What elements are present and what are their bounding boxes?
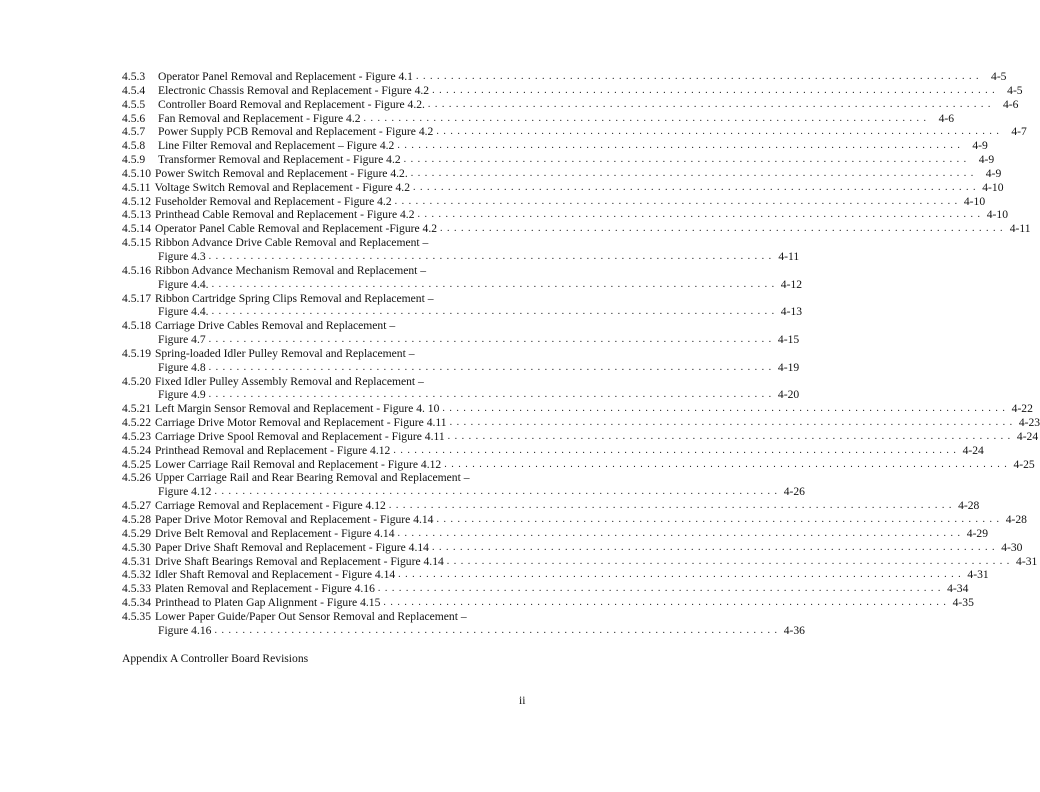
toc-section-number: 4.5.15: [122, 236, 151, 250]
toc-section-number: 4.5.9: [122, 153, 146, 167]
toc-entry[interactable]: [122, 347, 516, 361]
toc-entry-title: Lower Paper Guide/Paper Out Sensor Removal and Replacement –: [154, 609, 467, 623]
toc-dot-leader: . . . . . . . . . . . . . . . . . . . . . . . . . . . . . . . . . . . . . . . . . . . . . . . . . . . . . . . . . . . . . . . . . . . . . . . . . . . . . . . . .: [397, 527, 962, 539]
toc-entry[interactable]: [122, 429, 1039, 444]
toc-page-number: 4-28: [958, 499, 980, 513]
toc-entry-continuation[interactable]: [122, 360, 800, 375]
toc-section-number: 4.5.30: [122, 540, 151, 554]
toc-section-number: 4.5.19: [122, 346, 151, 360]
toc-entry-title: Left Margin Sensor Removal and Replacement - Figure 4. 10: [154, 402, 440, 416]
toc-entry[interactable]: [122, 194, 986, 209]
toc-page-number: 4-31: [1016, 554, 1038, 568]
toc-entry-title-continued: Figure 4.4.: [158, 277, 209, 291]
toc-section-number: 4.5.3: [122, 70, 146, 83]
toc-dot-leader: . . . . . . . . . . . . . . . . . . . . . . . . . . . . . . . . . . . . . . . . . . . . . . . . . . . . . . . . . . . . . . . . . . . . . . . . . . . . . . . . .: [446, 555, 1011, 567]
toc-page-number: 4-9: [985, 166, 1002, 180]
toc-page-number: 4-20: [777, 388, 800, 402]
toc-section-number: 4.5.11: [122, 180, 151, 194]
toc-entry-continuation[interactable]: [122, 305, 803, 319]
toc-entry-title: Fuseholder Removal and Replacement - Figure 4.2: [154, 194, 392, 208]
toc-entry[interactable]: [122, 83, 1023, 98]
toc-page-number: 4-12: [780, 277, 803, 291]
toc-entry-continuation[interactable]: [122, 623, 805, 638]
toc-section-number: 4.5.10: [122, 166, 151, 180]
toc-dot-leader: . . . . . . . . . . . . . . . . . . . . . . . . . . . . . . . . . . . . . . . . . . . . . . . . . . . . . . . . . . . . . . . . . . . . . . . . . . . . . . . . .: [410, 167, 975, 179]
toc-page-number: 4-11: [1009, 222, 1031, 236]
toc-page-number: 4-35: [952, 596, 974, 610]
toc-dot-leader: . . . . . . . . . . . . . . . . . . . . . . . . . . . . . . . . . . . . . . . . . . . . . . . . . . . . . . . . . . . . . . . . . . . . . . . . . . . . . . . . .: [398, 569, 962, 581]
table-of-contents: [122, 70, 1040, 638]
toc-section-number: 4.5.29: [122, 526, 151, 540]
toc-page-number: 4-24: [1016, 429, 1039, 443]
toc-entry[interactable]: [122, 139, 988, 153]
toc-page-number: 4-15: [777, 333, 800, 347]
toc-section-number: 4.5.5: [122, 97, 146, 111]
toc-page-number: 4-9: [978, 153, 995, 167]
appendix-heading: Appendix A Controller Board Revisions: [122, 652, 309, 665]
toc-dot-leader: . . . . . . . . . . . . . . . . . . . . . . . . . . . . . . . . . . . . . . . . . . . . . . . . . . . . . . . . . . . . . . . . . . . . . . . . . . . . . . . . .: [444, 458, 1008, 470]
toc-entry[interactable]: [122, 554, 1038, 569]
toc-entry[interactable]: [122, 513, 1027, 527]
toc-page-number: 4-10: [986, 208, 1008, 222]
toc-dot-leader: . . . . . . . . . . . . . . . . . . . . . . . . . . . . . . . . . . . . . . . . . . . . . . . . . . . . . . . . . . . . . . . . . . . . . . . . . . . . . . . . .: [436, 514, 1000, 525]
toc-entry[interactable]: [122, 568, 989, 582]
toc-entry-title-continued: Figure 4.9: [158, 388, 206, 402]
toc-entry[interactable]: [122, 166, 1002, 181]
toc-section-number: 4.5.32: [122, 568, 151, 582]
toc-entry-title: Ribbon Advance Mechanism Removal and Replacement –: [154, 263, 427, 277]
toc-entry-title: Fixed Idler Pulley Assembly Removal and Replacement –: [154, 374, 424, 388]
toc-dot-leader: . . . . . . . . . . . . . . . . . . . . . . . . . . . . . . . . . . . . . . . . . . . . . . . . . . . . . . . . . . . . . . . . . . . . . . . . . . . . . . . . .: [440, 223, 1004, 235]
toc-page-number: 4-26: [783, 485, 805, 499]
toc-section-number: 4.5.18: [122, 319, 151, 333]
toc-dot-leader: . . . . . . . . . . . . . . . . . . . . . . . . . . . . . . . . . . . . . . . . . . . . . . . . . . . . . . . . . . . . . . . . . . . . . . . . . . . . . . . . .: [417, 209, 981, 221]
toc-entry-title: Voltage Switch Removal and Replacement - Figure 4.2: [154, 180, 410, 194]
toc-page-number: 4-23: [1018, 416, 1040, 430]
toc-dot-leader: . . . . . . . . . . . . . . . . . . . . . . . . . . . . . . . . . . . . . . . . . . . . . . . . . . . . . . . . . . . . . . . . . . . . . . . . . . . . . . . . .: [208, 389, 773, 401]
toc-dot-leader: . . . . . . . . . . . . . . . . . . . . . . . . . . . . . . . . . . . . . . . . . . . . . . . . . . . . . . . . . . . . . . . . . . . . . . . . . . . . . . . . .: [377, 583, 942, 595]
toc-entry-title: Operator Panel Removal and Replacement - Figure 4.1: [158, 70, 413, 83]
toc-section-number: 4.5.14: [122, 222, 151, 236]
toc-page-number: 4-34: [947, 582, 969, 596]
toc-entry-title: Power Switch Removal and Replacement - Figure 4.2.: [154, 166, 408, 180]
toc-section-number: 4.5.22: [122, 416, 151, 430]
toc-entry-title-continued: Figure 4.3: [158, 249, 206, 263]
toc-dot-leader: . . . . . . . . . . . . . . . . . . . . . . . . . . . . . . . . . . . . . . . . . . . . . . . . . . . . . . . . . . . . . . . . . . . . . . . . . . . . . . . . .: [208, 334, 773, 346]
toc-dot-leader: . . . . . . . . . . . . . . . . . . . . . . . . . . . . . . . . . . . . . . . . . . . . . . . . . . . . . . . . . . . . . . . . . . . . . . . . . . . . . . . . .: [427, 98, 992, 110]
toc-page-number: 4-10: [963, 194, 986, 208]
toc-section-number: 4.5.26: [122, 471, 151, 485]
toc-entry-title: Fan Removal and Replacement - Figure 4.2: [158, 111, 361, 125]
toc-entry[interactable]: [122, 264, 516, 278]
toc-section-number: 4.5.16: [122, 263, 151, 277]
toc-entry-title-continued: Figure 4.16: [158, 623, 212, 637]
toc-entry[interactable]: [122, 375, 516, 389]
toc-section-number: 4.5.6: [122, 111, 146, 125]
toc-section-number: 4.5.7: [122, 125, 146, 139]
toc-dot-leader: . . . . . . . . . . . . . . . . . . . . . . . . . . . . . . . . . . . . . . . . . . . . . . . . . . . . . . . . . . . . . . . . . . . . . . . . . . . . . . . . .: [394, 195, 959, 207]
toc-entry-title: Printhead to Platen Gap Alignment - Figure 4.15: [154, 596, 381, 610]
toc-section-number: 4.5.23: [122, 429, 151, 443]
toc-dot-leader: . . . . . . . . . . . . . . . . . . . . . . . . . . . . . . . . . . . . . . . . . . . . . . . . . . . . . . . . . . . . . . . . . . . . . . . . . . . . . . . . .: [393, 444, 957, 456]
toc-dot-leader: . . . . . . . . . . . . . . . . . . . . . . . . . . . . . . . . . . . . . . . . . . . . . . . . . . . . . . . . . . . . . . . . . . . . . . . . . . . . . . . . .: [208, 250, 773, 262]
toc-entry-title: Drive Shaft Bearings Removal and Replacement - Figure 4.14: [154, 554, 444, 568]
toc-dot-leader: . . . . . . . . . . . . . . . . . . . . . . . . . . . . . . . . . . . . . . . . . . . . . . . . . . . . . . . . . . . . . . . . . . . . . . . . . . . . . . . . .: [383, 597, 947, 609]
toc-dot-leader: . . . . . . . . . . . . . . . . . . . . . . . . . . . . . . . . . . . . . . . . . . . . . . . . . . . . . . . . . . . . . . . . . . . . . . . . . . . . . . . . .: [363, 112, 928, 124]
toc-page-number: 4-10: [982, 180, 1004, 194]
toc-entry[interactable]: [122, 180, 1004, 195]
toc-entry-title: Paper Drive Shaft Removal and Replacement - Figure 4.14: [154, 540, 429, 554]
toc-dot-leader: . . . . . . . . . . . . . . . . . . . . . . . . . . . . . . . . . . . . . . . . . . . . . . . . . . . . . . . . . . . . . . . . . . . . . . . . . . . . . . . . .: [211, 278, 776, 290]
toc-entry-continuation[interactable]: [122, 388, 800, 402]
toc-page-number: 4-31: [967, 568, 989, 582]
toc-entry-title-continued: Figure 4.4.: [158, 305, 209, 319]
page-number: ii: [519, 694, 526, 707]
toc-page-number: 4-11: [778, 249, 800, 263]
toc-entry[interactable]: [122, 236, 516, 250]
toc-section-number: 4.5.8: [122, 139, 146, 153]
toc-dot-leader: . . . . . . . . . . . . . . . . . . . . . . . . . . . . . . . . . . . . . . . . . . . . . . . . . . . . . . . . . . . . . . . . . . . . . . . . . . . . . . . . .: [214, 486, 778, 498]
toc-entry[interactable]: [122, 319, 516, 333]
toc-entry-continuation[interactable]: [122, 277, 803, 292]
toc-entry-title-continued: Figure 4.8: [158, 360, 206, 374]
toc-entry-title: Ribbon Cartridge Spring Clips Removal and Replacement –: [154, 291, 434, 305]
toc-entry[interactable]: [122, 111, 955, 126]
toc-entry[interactable]: [122, 402, 1033, 416]
toc-dot-leader: . . . . . . . . . . . . . . . . . . . . . . . . . . . . . . . . . . . . . . . . . . . . . . . . . . . . . . . . . . . . . . . . . . . . . . . . . . . . . . . . .: [447, 430, 1012, 442]
toc-page-number: 4-28: [1005, 513, 1027, 526]
toc-page-number: 4-5: [1007, 83, 1023, 97]
toc-section-number: 4.5.25: [122, 457, 151, 471]
toc-dot-leader: . . . . . . . . . . . . . . . . . . . . . . . . . . . . . . . . . . . . . . . . . . . . . . . . . . . . . . . . . . . . . . . . . . . . . . . . . . . . . . . . .: [436, 126, 1000, 138]
toc-page-number: 4-9: [972, 139, 988, 153]
toc-page-number: 4-7: [1011, 125, 1027, 139]
toc-page-number: 4-22: [1011, 402, 1033, 416]
toc-page-number: 4-29: [966, 526, 989, 540]
toc-dot-leader: . . . . . . . . . . . . . . . . . . . . . . . . . . . . . . . . . . . . . . . . . . . . . . . . . . . . . . . . . . . . . . . . . . . . . . . . . . . . . . . . .: [403, 154, 968, 166]
toc-section-number: 4.5.17: [122, 291, 151, 305]
toc-entry[interactable]: [122, 222, 1031, 236]
toc-dot-leader: . . . . . . . . . . . . . . . . . . . . . . . . . . . . . . . . . . . . . . . . . . . . . . . . . . . . . . . . . . . . . . . . . . . . . . . . . . . . . . . . .: [214, 624, 778, 636]
toc-entry-title: Carriage Drive Spool Removal and Replacement - Figure 4.11: [154, 429, 445, 443]
toc-section-number: 4.5.12: [122, 194, 151, 208]
toc-page-number: 4-36: [783, 623, 805, 637]
toc-entry[interactable]: [122, 153, 995, 167]
toc-section-number: 4.5.27: [122, 499, 151, 513]
toc-entry[interactable]: [122, 125, 1027, 139]
toc-entry-title: Ribbon Advance Drive Cable Removal and Replacement –: [154, 236, 429, 250]
toc-entry[interactable]: [122, 540, 1023, 555]
toc-entry-title: Lower Carriage Rail Removal and Replacement - Figure 4.12: [154, 457, 442, 471]
toc-dot-leader: . . . . . . . . . . . . . . . . . . . . . . . . . . . . . . . . . . . . . . . . . . . . . . . . . . . . . . . . . . . . . . . . . . . . . . . . . . . . . . . . .: [442, 403, 1006, 415]
toc-entry-title: Drive Belt Removal and Replacement - Figure 4.14: [154, 526, 395, 540]
toc-entry-title: Idler Shaft Removal and Replacement - Figure 4.14: [154, 568, 396, 582]
toc-entry-title: Electronic Chassis Removal and Replacement - Figure 4.2: [158, 83, 430, 97]
toc-entry[interactable]: [122, 97, 1019, 112]
toc-page-number: 4-13: [780, 305, 803, 319]
toc-dot-leader: . . . . . . . . . . . . . . . . . . . . . . . . . . . . . . . . . . . . . . . . . . . . . . . . . . . . . . . . . . . . . . . . . . . . . . . . . . . . . . . . .: [397, 140, 961, 152]
toc-entry-title: Carriage Drive Cables Removal and Replacement –: [154, 319, 396, 333]
toc-section-number: 4.5.33: [122, 582, 151, 596]
toc-section-number: 4.5.34: [122, 596, 151, 610]
toc-entry-title: Carriage Removal and Replacement - Figure 4.12: [154, 499, 386, 513]
toc-entry[interactable]: [122, 443, 984, 458]
toc-dot-leader: . . . . . . . . . . . . . . . . . . . . . . . . . . . . . . . . . . . . . . . . . . . . . . . . . . . . . . . . . . . . . . . . . . . . . . . . . . . . . . . . .: [432, 84, 996, 96]
toc-page-number: 4-6: [938, 111, 955, 125]
toc-page-number: 4-19: [777, 360, 800, 374]
toc-entry-title: Printhead Removal and Replacement - Figure 4.12: [154, 443, 391, 457]
toc-entry-continuation[interactable]: [122, 333, 800, 347]
toc-entry[interactable]: [122, 416, 1040, 430]
toc-section-number: 4.5.35: [122, 609, 151, 623]
toc-section-number: 4.5.31: [122, 554, 151, 568]
toc-entry[interactable]: [122, 70, 1007, 84]
toc-entry[interactable]: [122, 596, 974, 610]
toc-entry[interactable]: [122, 526, 989, 541]
toc-section-number: 4.5.28: [122, 513, 151, 526]
toc-dot-leader: . . . . . . . . . . . . . . . . . . . . . . . . . . . . . . . . . . . . . . . . . . . . . . . . . . . . . . . . . . . . . . . . . . . . . . . . . . . . . . . . .: [431, 541, 996, 553]
toc-entry[interactable]: [122, 208, 1008, 222]
toc-entry-title: Controller Board Removal and Replacement - Figure 4.2.: [158, 97, 425, 111]
toc-entry-title: Power Supply PCB Removal and Replacement - Figure 4.2: [158, 125, 434, 139]
toc-dot-leader: . . . . . . . . . . . . . . . . . . . . . . . . . . . . . . . . . . . . . . . . . . . . . . . . . . . . . . . . . . . . . . . . . . . . . . . . . . . . . . . . .: [415, 71, 980, 82]
toc-entry-title: Upper Carriage Rail and Rear Bearing Removal and Replacement –: [154, 471, 470, 485]
toc-entry-continuation[interactable]: [122, 249, 800, 264]
toc-entry[interactable]: [122, 610, 516, 624]
toc-entry-title: Printhead Cable Removal and Replacement - Figure 4.2: [154, 208, 415, 222]
toc-entry-title: Line Filter Removal and Replacement – Figure 4.2: [158, 139, 395, 153]
toc-page-number: 4-5: [991, 70, 1007, 83]
toc-entry-title: Transformer Removal and Replacement - Figure 4.2: [158, 153, 401, 167]
toc-entry[interactable]: [122, 457, 1035, 472]
toc-entry-continuation[interactable]: [122, 485, 805, 499]
toc-page-number: 4-30: [1001, 540, 1023, 554]
toc-entry[interactable]: [122, 499, 980, 513]
toc-page-number: 4-6: [1002, 97, 1019, 111]
toc-section-number: 4.5.4: [122, 83, 146, 97]
toc-section-number: 4.5.13: [122, 208, 151, 222]
toc-page-number: 4-24: [962, 443, 984, 457]
toc-section-number: 4.5.24: [122, 443, 151, 457]
toc-entry-title: Operator Panel Cable Removal and Replacement -Figure 4.2: [154, 222, 438, 236]
toc-entry-title: Platen Removal and Replacement - Figure 4.16: [154, 582, 375, 596]
toc-entry[interactable]: [122, 471, 516, 485]
toc-dot-leader: . . . . . . . . . . . . . . . . . . . . . . . . . . . . . . . . . . . . . . . . . . . . . . . . . . . . . . . . . . . . . . . . . . . . . . . . . . . . . . . . .: [388, 500, 953, 512]
toc-entry-title: Spring-loaded Idler Pulley Removal and Replacement –: [154, 346, 415, 360]
toc-dot-leader: . . . . . . . . . . . . . . . . . . . . . . . . . . . . . . . . . . . . . . . . . . . . . . . . . . . . . . . . . . . . . . . . . . . . . . . . . . . . . . . . .: [413, 181, 977, 193]
toc-section-number: 4.5.21: [122, 402, 151, 416]
toc-entry[interactable]: [122, 292, 516, 306]
toc-entry-title: Carriage Drive Motor Removal and Replacement - Figure 4.11: [154, 416, 447, 430]
toc-dot-leader: . . . . . . . . . . . . . . . . . . . . . . . . . . . . . . . . . . . . . . . . . . . . . . . . . . . . . . . . . . . . . . . . . . . . . . . . . . . . . . . . .: [449, 417, 1014, 429]
toc-entry-title: Paper Drive Motor Removal and Replacement - Figure 4.14: [154, 513, 434, 526]
toc-entry-title-continued: Figure 4.12: [158, 485, 212, 499]
toc-section-number: 4.5.20: [122, 374, 151, 388]
toc-entry[interactable]: [122, 582, 969, 596]
toc-dot-leader: . . . . . . . . . . . . . . . . . . . . . . . . . . . . . . . . . . . . . . . . . . . . . . . . . . . . . . . . . . . . . . . . . . . . . . . . . . . . . . . . .: [211, 306, 776, 318]
toc-entry-title-continued: Figure 4.7: [158, 333, 206, 347]
toc-dot-leader: . . . . . . . . . . . . . . . . . . . . . . . . . . . . . . . . . . . . . . . . . . . . . . . . . . . . . . . . . . . . . . . . . . . . . . . . . . . . . . . . .: [208, 361, 773, 373]
toc-page-number: 4-25: [1013, 457, 1035, 471]
